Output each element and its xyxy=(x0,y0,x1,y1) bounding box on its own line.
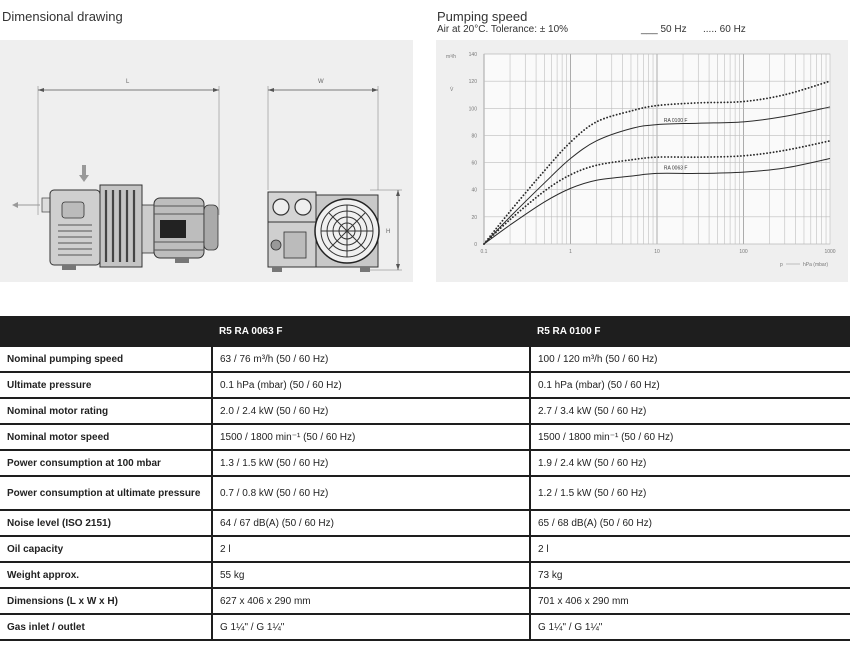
y-tick-label: 80 xyxy=(471,133,477,140)
cell-model-0063: G 1¼" / G 1¼" xyxy=(212,614,530,640)
cell-model-0100: 65 / 68 dB(A) (50 / 60 Hz) xyxy=(530,510,850,536)
row-label: Nominal pumping speed xyxy=(0,347,212,372)
y-tick-label: 120 xyxy=(468,79,477,86)
x-axis-unit: hPa (mbar) xyxy=(803,262,829,268)
cell-model-0100: 701 x 406 x 290 mm xyxy=(530,588,850,614)
y-axis-symbol: V̇ xyxy=(450,87,454,93)
y-tick-label: 0 xyxy=(474,242,477,248)
cell-model-0100: G 1¼" / G 1¼" xyxy=(530,614,850,640)
legend-50hz: ___ 50 Hz xyxy=(641,24,687,35)
dimensional-drawing-panel xyxy=(0,40,413,282)
cell-model-0063: 2.0 / 2.4 kW (50 / 60 Hz) xyxy=(212,398,530,424)
cell-model-0100: 1.9 / 2.4 kW (50 / 60 Hz) xyxy=(530,450,850,476)
table-row xyxy=(0,476,850,510)
cell-model-0063: 63 / 76 m³/h (50 / 60 Hz) xyxy=(212,347,530,372)
pumping-speed-chart xyxy=(436,40,848,282)
row-label: Nominal motor rating xyxy=(0,398,212,424)
cell-model-0100: 2 l xyxy=(530,536,850,562)
row-label: Ultimate pressure xyxy=(0,372,212,398)
cell-model-0063: 64 / 67 dB(A) (50 / 60 Hz) xyxy=(212,510,530,536)
cell-model-0063: 1.3 / 1.5 kW (50 / 60 Hz) xyxy=(212,450,530,476)
cell-model-0100: 2.7 / 3.4 kW (50 / 60 Hz) xyxy=(530,398,850,424)
table-row xyxy=(0,562,850,588)
x-tick-label: 0.1 xyxy=(480,249,488,255)
pumping-subtitle: Air at 20°C. Tolerance: ± 10% xyxy=(437,24,569,35)
table-row xyxy=(0,588,850,614)
cell-model-0100: 0.1 hPa (mbar) (50 / 60 Hz) xyxy=(530,372,850,398)
dim-label-h: H xyxy=(386,229,391,235)
cell-model-0063: 0.7 / 0.8 kW (50 / 60 Hz) xyxy=(212,476,530,510)
table-row xyxy=(0,614,850,640)
y-axis-unit: m³/h xyxy=(446,54,456,60)
dim-label-w: W xyxy=(318,79,324,85)
cell-model-0063: 0.1 hPa (mbar) (50 / 60 Hz) xyxy=(212,372,530,398)
y-tick-label: 100 xyxy=(468,106,477,113)
table-row xyxy=(0,510,850,536)
cell-model-0063: 2 l xyxy=(212,536,530,562)
header-model-0063: R5 RA 0063 F xyxy=(212,316,530,347)
dim-label-l: L xyxy=(126,79,130,85)
header-label xyxy=(0,316,212,347)
x-tick-label: 100 xyxy=(739,249,748,255)
row-label: Dimensions (L x W x H) xyxy=(0,588,212,614)
row-label: Power consumption at 100 mbar xyxy=(0,450,212,476)
cell-model-0063: 1500 / 1800 min⁻¹ (50 / 60 Hz) xyxy=(212,424,530,450)
row-label: Noise level (ISO 2151) xyxy=(0,510,212,536)
table-row xyxy=(0,536,850,562)
x-axis-symbol: p xyxy=(780,262,783,268)
cell-model-0063: 627 x 406 x 290 mm xyxy=(212,588,530,614)
drawing-title: Dimensional drawing xyxy=(2,9,123,24)
cell-model-0100: 1.2 / 1.5 kW (50 / 60 Hz) xyxy=(530,476,850,510)
y-tick-label: 60 xyxy=(471,160,477,167)
table-row xyxy=(0,372,850,398)
series-label: RA 0063 F xyxy=(663,165,688,172)
table-row xyxy=(0,424,850,450)
x-tick-label: 1000 xyxy=(824,249,836,255)
cell-model-0100: 73 kg xyxy=(530,562,850,588)
pumping-chart-panel xyxy=(436,40,848,282)
row-label: Gas inlet / outlet xyxy=(0,614,212,640)
row-label: Nominal motor speed xyxy=(0,424,212,450)
legend-60hz: ..... 60 Hz xyxy=(703,24,746,35)
pump-front-view xyxy=(268,192,379,272)
cell-model-0100: 100 / 120 m³/h (50 / 60 Hz) xyxy=(530,347,850,372)
spec-table xyxy=(0,316,850,641)
cell-model-0063: 55 kg xyxy=(212,562,530,588)
series-label: RA 0100 F xyxy=(663,117,688,124)
row-label: Power consumption at ultimate pressure xyxy=(0,476,212,510)
table-row xyxy=(0,398,850,424)
header-model-0100: R5 RA 0100 F xyxy=(530,316,850,347)
y-tick-label: 20 xyxy=(471,214,477,221)
pumping-title: Pumping speed xyxy=(437,9,528,24)
x-tick-label: 1 xyxy=(569,249,572,255)
table-header-row xyxy=(0,316,850,347)
table-row xyxy=(0,450,850,476)
y-tick-label: 40 xyxy=(471,187,477,194)
row-label: Oil capacity xyxy=(0,536,212,562)
pump-side-view xyxy=(12,165,218,270)
table-row xyxy=(0,347,850,372)
pump-drawing xyxy=(0,40,413,282)
y-tick-label: 140 xyxy=(468,52,477,58)
cell-model-0100: 1500 / 1800 min⁻¹ (50 / 60 Hz) xyxy=(530,424,850,450)
row-label: Weight approx. xyxy=(0,562,212,588)
x-tick-label: 10 xyxy=(654,249,660,255)
